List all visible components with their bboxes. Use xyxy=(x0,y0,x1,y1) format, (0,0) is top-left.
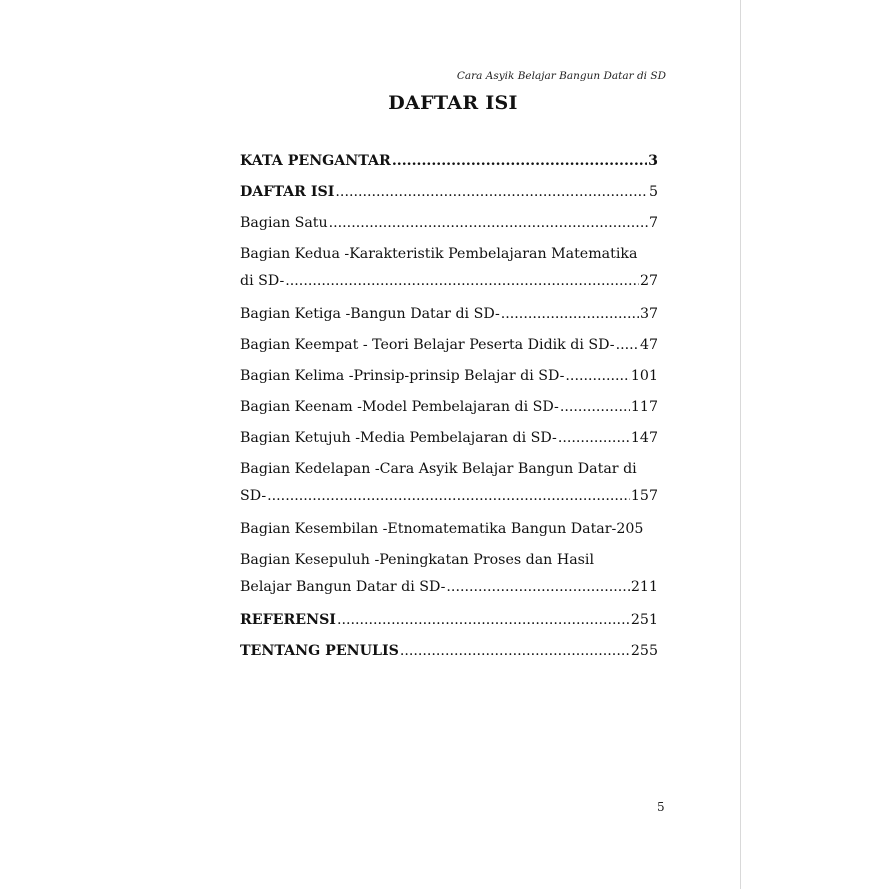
toc-entry-referensi[interactable] xyxy=(240,605,658,636)
toc-leader-dots xyxy=(337,605,630,636)
toc-entry-bagian-satu[interactable] xyxy=(240,208,658,239)
toc-leader-dots xyxy=(558,423,630,454)
toc-entry-label: KATA PENGANTAR xyxy=(240,153,391,169)
toc-entry-page: 157 xyxy=(630,488,658,504)
table-of-contents xyxy=(240,146,658,667)
toc-entry-label: Bagian Keenam -Model Pembelajaran di SD- xyxy=(240,399,559,415)
toc-entry-tentang-penulis[interactable] xyxy=(240,636,658,667)
toc-entry-kata-pengantar[interactable] xyxy=(240,146,658,177)
toc-leader-dots xyxy=(267,483,630,510)
toc-entry-label: DAFTAR ISI xyxy=(240,184,335,200)
toc-entry-label: REFERENSI xyxy=(240,612,336,628)
page-number: 5 xyxy=(657,800,665,814)
toc-entry-label: TENTANG PENULIS xyxy=(240,643,399,659)
toc-leader-dots xyxy=(400,636,630,667)
toc-entry-label: Bagian Kelima -Prinsip-prinsip Belajar di SD- xyxy=(240,368,565,384)
toc-entry-bagian-ketujuh[interactable] xyxy=(240,423,658,454)
page-edge-divider xyxy=(740,0,741,889)
toc-leader-dots xyxy=(335,177,648,208)
toc-entry-page: 47 xyxy=(639,337,658,353)
toc-entry-label: Bagian Satu xyxy=(240,215,328,231)
toc-entry-bagian-kelima[interactable] xyxy=(240,361,658,392)
toc-entry-title-line: Bagian Kedelapan -Cara Asyik Belajar Bangun Datar di xyxy=(240,461,637,477)
toc-entry-label: Bagian Keempat - Teori Belajar Peserta Didik di SD- xyxy=(240,337,615,353)
toc-entry-page: 5 xyxy=(648,184,658,200)
toc-entry-label: Bagian Ketujuh -Media Pembelajaran di SD- xyxy=(240,430,557,446)
toc-entry-page: 101 xyxy=(630,368,658,384)
toc-entry-daftar-isi[interactable] xyxy=(240,177,658,208)
toc-leader-dots xyxy=(392,146,647,177)
toc-entry-bagian-keenam[interactable] xyxy=(240,392,658,423)
toc-entry-page: 3 xyxy=(648,153,658,169)
toc-entry-page: 117 xyxy=(630,399,658,415)
toc-leader-dots xyxy=(329,208,648,239)
toc-leader-dots xyxy=(560,392,630,423)
toc-entry-page: 37 xyxy=(639,306,658,322)
toc-entry-label: di SD- xyxy=(240,273,285,289)
toc-entry-label: SD- xyxy=(240,488,267,504)
toc-entry-page: 205 xyxy=(616,521,644,537)
toc-leader-dots xyxy=(616,330,639,361)
toc-leader-dots xyxy=(285,268,639,295)
toc-entry-title-line: Bagian Kedua -Karakteristik Pembelajaran Matematika xyxy=(240,246,638,262)
toc-entry-page: 7 xyxy=(648,215,658,231)
page-title: DAFTAR ISI xyxy=(388,92,518,114)
toc-leader-dots xyxy=(446,574,629,601)
toc-entry-page: 255 xyxy=(630,643,658,659)
toc-leader-dots xyxy=(565,361,629,392)
toc-entry-bagian-kedua[interactable] xyxy=(240,241,658,295)
toc-entry-label: Bagian Kesembilan -Etnomatematika Bangun Datar- xyxy=(240,521,617,537)
toc-entry-bagian-kesepuluh[interactable] xyxy=(240,547,658,601)
toc-entry-bagian-kesembilan[interactable] xyxy=(240,514,658,545)
toc-entry-page: 27 xyxy=(639,273,658,289)
toc-entry-bagian-keempat[interactable] xyxy=(240,330,658,361)
toc-entry-page: 211 xyxy=(630,579,658,595)
toc-leader-dots xyxy=(501,299,639,330)
running-header: Cara Asyik Belajar Bangun Datar di SD xyxy=(456,70,666,82)
toc-entry-bagian-kedelapan[interactable] xyxy=(240,456,658,510)
toc-entry-bagian-ketiga[interactable] xyxy=(240,299,658,330)
toc-entry-label: Bagian Ketiga -Bangun Datar di SD- xyxy=(240,306,500,322)
toc-entry-page: 251 xyxy=(630,612,658,628)
toc-entry-title-line: Bagian Kesepuluh -Peningkatan Proses dan Hasil xyxy=(240,552,595,568)
toc-entry-label: Belajar Bangun Datar di SD- xyxy=(240,579,446,595)
toc-entry-page: 147 xyxy=(630,430,658,446)
